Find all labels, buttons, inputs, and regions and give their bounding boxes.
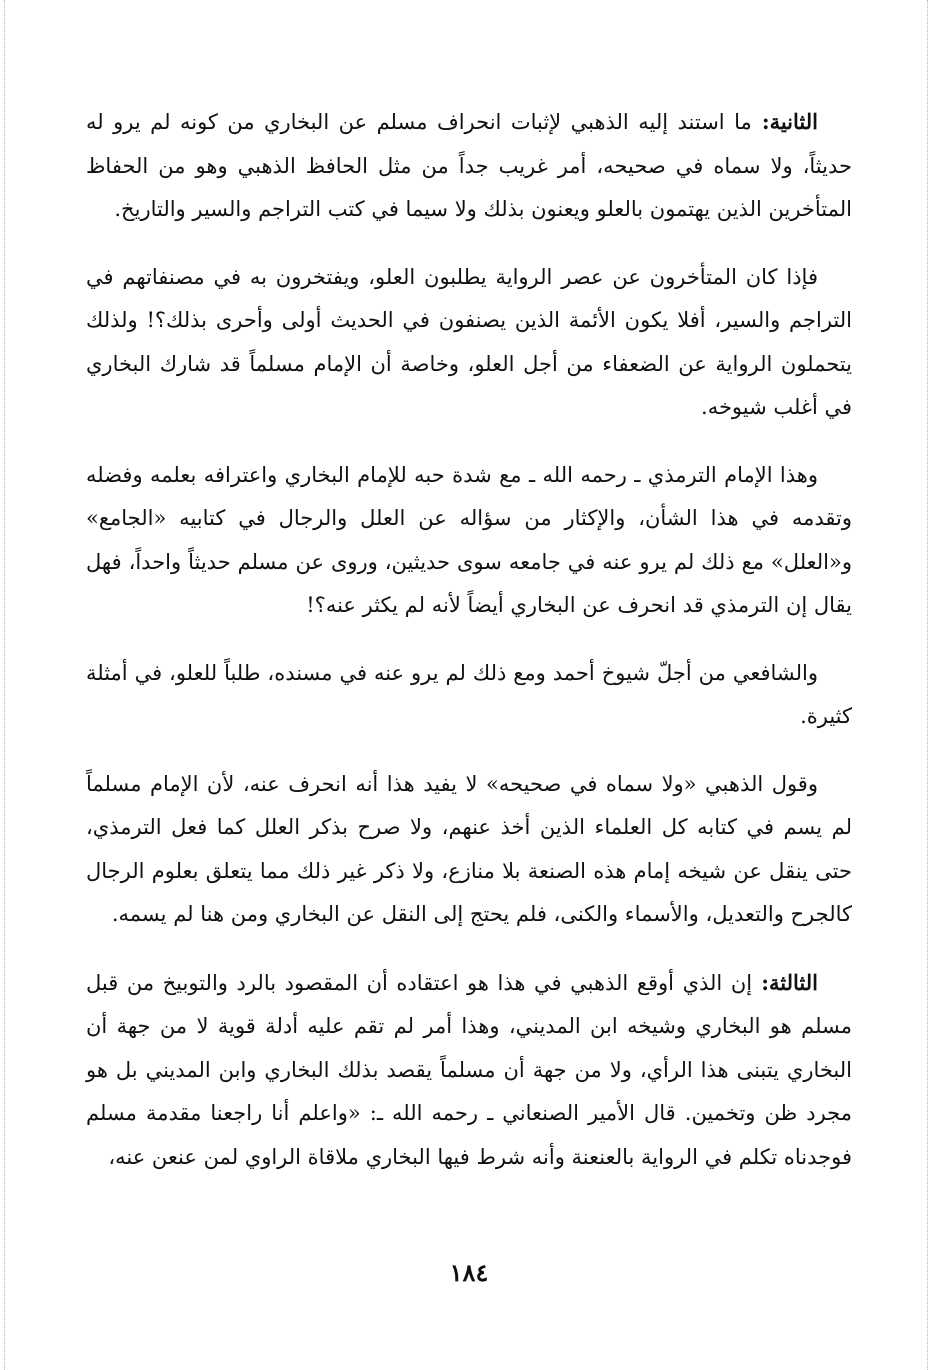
paragraph-text: فإذا كان المتأخرون عن عصر الرواية يطلبون العلو، ويفتخرون به في مصنفاتهم في التراجم والسير، أفلا يكون الأئمة الذين يصنفون في الحديث أولى وأحرى بذلك؟! ولذلك يتحملون الرواية عن الضعفاء من أجل العلو، وخاصة أن الإمام مسلماً قد شارك البخاري في أغلب شيوخه. <box>86 264 852 419</box>
page-number: ١٨٤ <box>449 1258 489 1287</box>
scan-edge-right <box>927 0 928 1370</box>
paragraph-text: وهذا الإمام الترمذي ـ رحمه الله ـ مع شدة حبه للإمام البخاري واعترافه بعلمه وفضله وتقدمه في هذا الشأن، والإكثار من سؤاله عن العلل والرجال في كتابيه «الجامع» و«العلل» مع ذلك لم يرو عنه في جامعه سوى حديثين، وروى عن مسلم حديثاً واحداً، فهل يقال إن الترمذي قد انحرف عن البخاري أيضاً لأنه لم يكثر عنه؟! <box>86 462 852 617</box>
paragraph-text: وقول الذهبي «ولا سماه في صحيحه» لا يفيد هذا أنه انحرف عنه، لأن الإمام مسلماً لم يسم في كتابه كل العلماء الذين أخذ عنهم، ولا صرح بذكر العلل كما فعل الترمذي، حتى ينقل عن شيخه إمام هذه الصنعة بلا منازع، ولا ذكر غير ذلك مما يتعلق بعلوم الرجال كالجرح والتعديل، والأسماء والكنى، فلم يحتج إلى النقل عن البخاري ومن هنا لم يسمه. <box>86 771 852 926</box>
paragraph-third-point <box>86 961 852 1180</box>
page-body <box>86 100 852 1203</box>
paragraph-text: إن الذي أوقع الذهبي في هذا هو اعتقاده أن المقصود بالرد والتوبيخ من قبل مسلم هو البخاري وشيخه ابن المديني، وهذا أمر لم تقم عليه أدلة قوية لا من جهة أن البخاري يتبنى هذا الرأي، ولا من جهة أن مسلماً يقصد بذلك البخاري وابن المديني بل هو مجرد ظن وتخمين. قال الأمير الصنعاني ـ رحمه الله ـ: «واعلم أنا راجعنا مقدمة مسلم فوجدناه تكلم في الرواية بالعنعنة وأنه شرط فيها البخاري ملاقاة الراوي لمن عنعن عنه، <box>86 970 852 1169</box>
scan-edge-left <box>4 0 5 1370</box>
paragraph-shafii <box>86 652 852 739</box>
paragraph-dhahabi-statement <box>86 763 852 937</box>
paragraph-lead: الثانية: <box>751 109 818 134</box>
paragraph-text: والشافعي من أجلّ شيوخ أحمد ومع ذلك لم يرو عنه في مسنده، طلباً للعلو، في أمثلة كثيرة. <box>86 660 852 728</box>
paragraph-tirmidhi <box>86 454 852 628</box>
paragraph-lead: الثالثة: <box>752 969 819 995</box>
paragraph-later-scholars <box>86 256 852 430</box>
paragraph-second-point <box>86 100 852 232</box>
paragraph-text: ما استند إليه الذهبي لإثبات انحراف مسلم عن البخاري من كونه لم يرو له حديثاً، ولا سماه في صحيحه، أمر غريب جداً من مثل الحافظ الذهبي وهو من الحفاظ المتأخرين الذين يهتمون بالعلو ويعنون بذلك ولا سيما في كتب التراجم والسير والتاريخ. <box>86 110 852 221</box>
